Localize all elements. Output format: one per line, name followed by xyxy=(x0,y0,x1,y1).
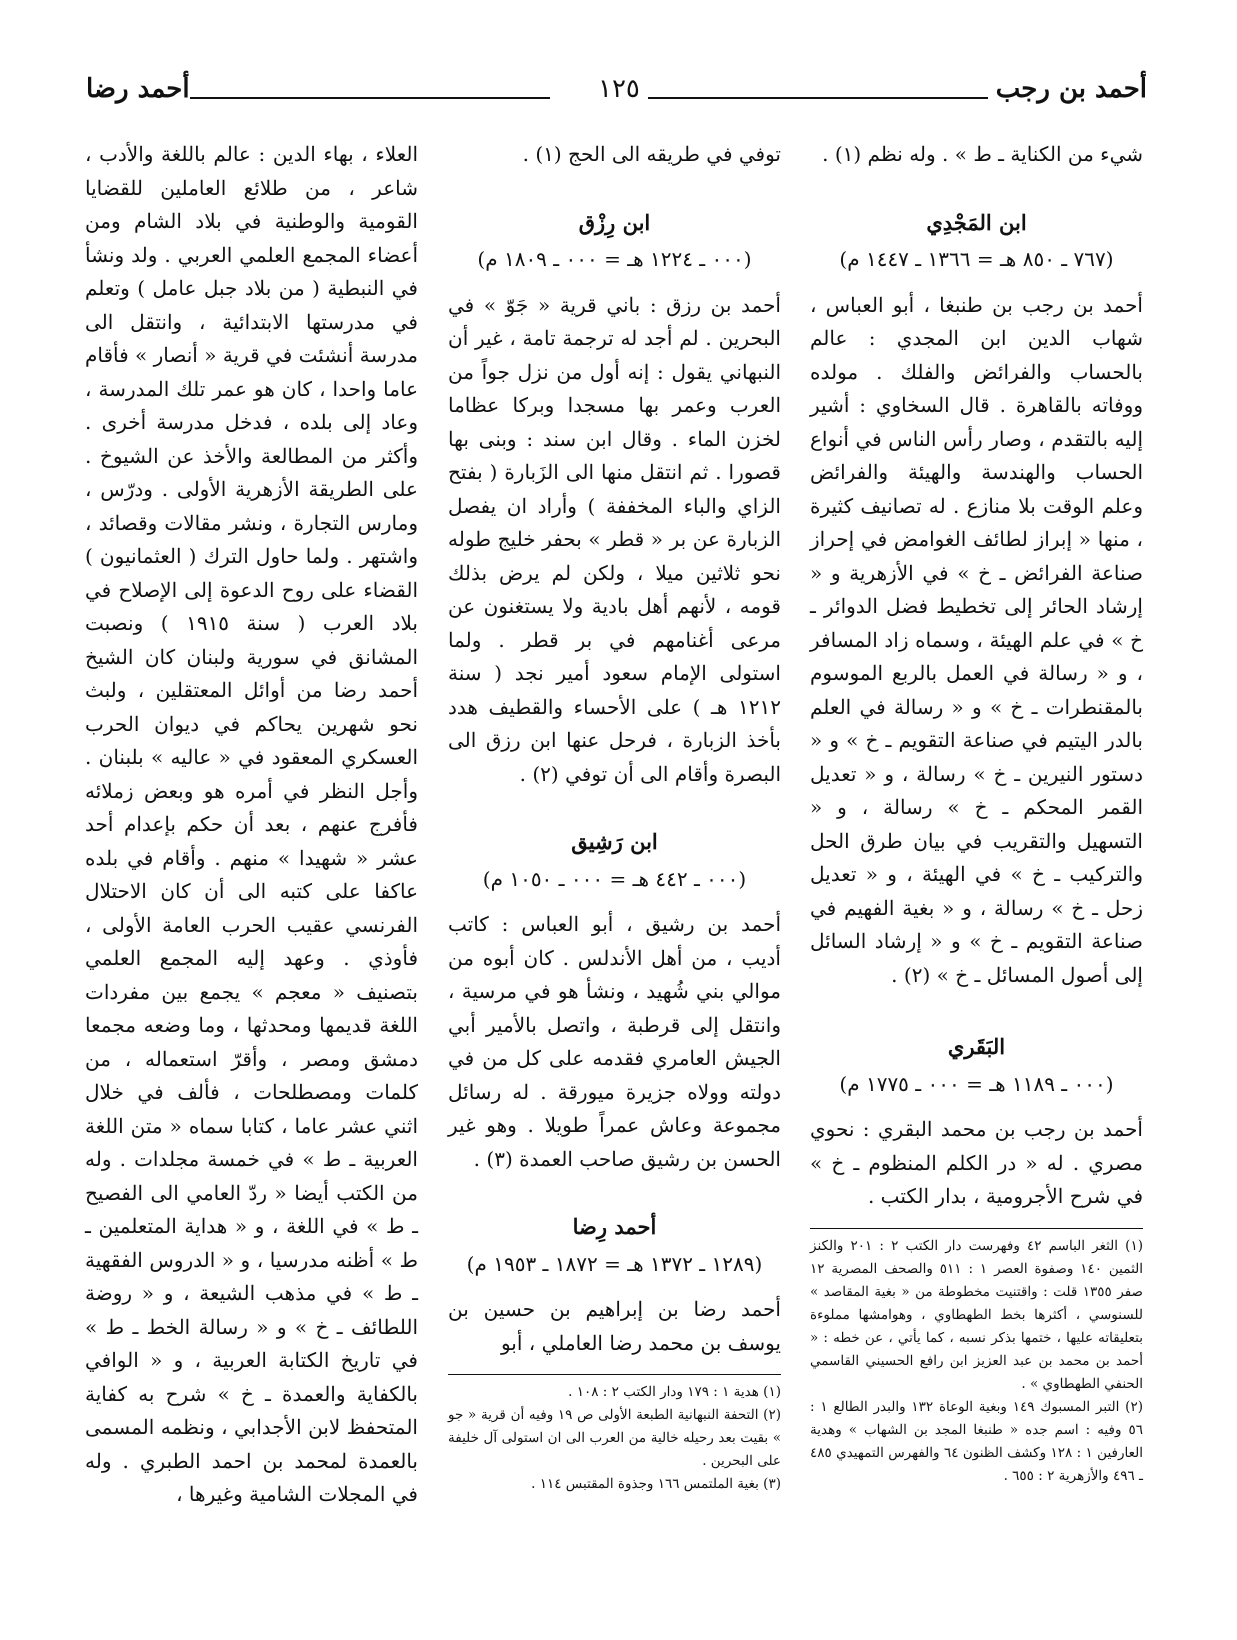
entry-body: أحمد بن رجب بن محمد البقري : نحوي مصري . له « در الكلم المنظوم ـ خ » في شرح الأجرومية ، بدار الكتب . xyxy=(810,1117,1143,1208)
column-center xyxy=(448,138,781,1496)
continuation-text: توفي في طريقه الى الحج (١) . xyxy=(522,142,781,166)
entry-title: ابن رَشِيق xyxy=(571,829,658,854)
entry-title: ابن رِزْق xyxy=(578,209,651,235)
footnote: (٣) بغية الملتمس ١٦٦ وجذوة المقتبس ١١٤ . xyxy=(531,1476,781,1492)
entry-title: ابن المَجْدِي xyxy=(926,209,1027,235)
footnote: (٢) التحفة النبهانية الطبعة الأولى ص ١٩ وفيه أن قرية « جو » بقيت بعد رحيله خالية من العرب الى ان استولى آل خليفة على البحرين . xyxy=(448,1407,781,1469)
page-number: ١٢٥ xyxy=(598,74,640,104)
entry-dates: (٠٠٠ ـ ١١٨٩ هـ = ٠٠٠ ـ ١٧٧٥ م) xyxy=(839,1071,1114,1096)
entry-dates: (٠٠٠ ـ ١٢٢٤ هـ = ٠٠٠ ـ ١٨٠٩ م) xyxy=(477,247,752,271)
entry-title: أحمد رِضا xyxy=(572,1214,657,1239)
footnote: (١) هدية ١ : ١٧٩ ودار الكتب ٢ : ١٠٨ . xyxy=(568,1384,781,1400)
entry-body: أحمد رضا بن إبراهيم بن حسين بن يوسف بن محمد رضا العاملي ، أبو xyxy=(448,1297,781,1355)
entry-dates: (١٢٨٩ ـ ١٣٧٢ هـ = ١٨٧٢ ـ ١٩٥٣ م) xyxy=(466,1251,763,1276)
header-rule-left xyxy=(190,97,550,99)
entry-body: أحمد بن رزق : باني قرية « جَوّ » في البحرين . لم أجد له ترجمة تامة ، غير أن النبهاني يقول : إنه أول من نزل جواً من العرب وعمر بها مسجدا وبركا عظاما لخزن الماء . وقال ابن سند : وبنى بها قصورا . ثم انتقل منها الى الزَبارة ( بفتح الزاي والباء المخففة ) وأراد ان يفصل الزبارة عن بر « قطر » بحفر خليج طوله نحو ثلاثين ميلا ، ولكن لم يرض بذلك قومه ، لأنهم أهل بادية ولا يستغنون عن مرعى أغنامهم في بر قطر . ولما استولى الإمام سعود أمير نجد ( سنة ١٢١٢ هـ ) على الأحساء والقطيف هدد بأخذ الزبارة ، فرحل عنها ابن رزق الى البصرة وأقام الى أن توفي (٢) . xyxy=(448,292,781,786)
column-right xyxy=(810,138,1143,1488)
entry-body: أحمد بن رشيق ، أبو العباس : كاتب أديب ، من أهل الأندلس . كان أبوه من موالي بني شُهيد ، ونشأ هو في مرسية ، وانتقل إلى قرطبة ، واتصل بالأمير أبي الجيش العامري فقدمه على كل من في دولته وولاه جزيرة ميورقة . له رسائل مجموعة وعاش عمراً طويلا . وهو غير الحسن بن رشيق صاحب العمدة (٣) . xyxy=(448,912,781,1171)
entry-body: أحمد بن رجب بن طنبغا ، أبو العباس ، شهاب الدين ابن المجدي : عالم بالحساب والفرائض والفلك . مولده ووفاته بالقاهرة . قال السخاوي : أشير إليه بالتقدم ، وصار رأس الناس في أنواع الحساب والهندسة والهيئة والفرائض وعلم الوقت بلا منازع . له تصانيف كثيرة ، منها « إبراز لطائف الغوامض في إحراز صناعة الفرائض ـ خ » في الأزهرية و « إرشاد الحائر إلى تخطيط فضل الدوائر ـ خ » في علم الهيئة ، وسماه زاد المسافر ، و « رسالة في العمل بالربع الموسوم بالمقنطرات ـ خ » و « رسالة في العلم بالدر اليتيم في صناعة التقويم ـ خ » و « دستور النيرين ـ خ » رسالة ، و « تعديل القمر المحكم ـ خ » رسالة ، و « التسهيل والتقريب في بيان طرق الحل والتركيب ـ خ » في الهيئة ، و « تعديل زحل ـ خ » رسالة ، و « بغية الفهيم في صناعة التقويم ـ خ » و « إرشاد السائل إلى أصول المسائل ـ خ » (٢) . xyxy=(810,292,1143,987)
entry-body-continued: العلاء ، بهاء الدين : عالم باللغة والأدب ، شاعر ، من طلائع العاملين للقضايا القومية والوطنية في بلاد الشام ومن أعضاء المجمع العلمي العربي . ولد ونشأ في النبطية ( من بلاد جبل عامل ) وتعلم في مدرستها الابتدائية ، وانتقل الى مدرسة أنشئت في قرية « أنصار » فأقام عاما واحدا ، كان هو عمر تلك المدرسة ، وعاد إلى بلده ، فدخل مدرسة أخرى . وأكثر من المطالعة والأخذ عن الشيوخ . على الطريقة الأزهرية الأولى . ودرّس ، ومارس التجارة ، ونشر مقالات وقصائد ، واشتهر . ولما حاول الترك ( العثمانيون ) القضاء على روح الدعوة إلى الإصلاح في بلاد العرب ( سنة ١٩١٥ ) ونصبت المشانق في سورية ولبنان كان الشيخ أحمد رضا من أوائل المعتقلين ، ولبث نحو شهرين يحاكم في ديوان الحرب العسكري المعقود في « عاليه » بلبنان . وأجل النظر في أمره هو وبعض زملائه فأفرج عنهم ، بعد أن حكم بإعدام أحد عشر « شهيدا » منهم . وأقام في بلده عاكفا على كتبه الى أن كان الاحتلال الفرنسي عقيب الحرب العامة الأولى ، فأوذي . وعهد إليه المجمع العلمي بتصنيف « معجم » يجمع بين مفردات اللغة قديمها ومحدثها ، وما وضعه مجمعا دمشق ومصر ، وأقرّ استعماله ، من كلمات ومصطلحات ، فألف في خلال اثني عشر عاما ، كتابا سماه « متن اللغة العربية ـ ط » في خمسة مجلدات . وله من الكتب أيضا « ردّ العامي الى الفصيح ـ ط » في اللغة ، و « هداية المتعلمين ـ ط » أظنه مدرسيا ، و « الدروس الفقهية ـ ط » في مذهب الشيعة ، و « روضة اللطائف ـ خ » و « رسالة الخط ـ ط » في تاريخ الكتابة العربية ، و « الوافي بالكفاية والعمدة ـ خ » شرح به كفاية المتحفظ لابن الأجدابي ، ونظمه المسمى بالعمدة لمحمد بن احمد الطبري . وله في المجلات الشامية وغيرها ، xyxy=(85,142,418,1506)
page-header xyxy=(0,62,1237,122)
header-rule-right xyxy=(648,97,988,99)
entry-dates: (٧٦٧ ـ ٨٥٠ هـ = ١٣٦٦ ـ ١٤٤٧ م) xyxy=(839,247,1114,271)
entry-title: البَقَري xyxy=(947,1034,1006,1059)
header-left-title: أحمد رضا xyxy=(86,74,190,104)
footnote: (١) الثغر الباسم ٤٢ وفهرست دار الكتب ٢ : ٢٠١ والكنز الثمين ١٤٠ وصفوة العصر ١ : ٥١١ والصحف المصرية ١٢ صفر ١٣٥٥ قلت : واقتنيت مخطوطة من « بغية المقاصد » للسنوسي ، أكثرها بخط الطهطاوي ، وهوامشها مملوءة بتعليقاته عليها ، ختمها بذكر نسبه ، كما يأتي ، عن خطه : « أحمد بن محمد بن عبد العزيز ابن رافع الحسيني القاسمي الحنفي الطهطاوي » . xyxy=(810,1237,1144,1392)
header-right-title: أحمد بن رجب xyxy=(995,74,1147,104)
footnotes xyxy=(810,1228,1143,1488)
column-left xyxy=(85,138,418,1512)
footnotes xyxy=(448,1374,781,1496)
entry-dates: (٠٠٠ ـ ٤٤٢ هـ = ٠٠٠ ـ ١٠٥٠ م) xyxy=(482,866,747,891)
footnote: (٢) التبر المسبوك ١٤٩ وبغية الوعاة ١٣٢ والبدر الطالع ١ : ٥٦ وفيه : اسم جده « طنبغا المجد بن الشهاب » وهدية العارفين ١ : ١٢٨ وكشف الظنون ٦٤ والفهرس التمهيدي ٤٨٥ ـ ٤٩٦ والأزهرية ٢ : ٦٥٥ . xyxy=(810,1398,1144,1484)
continuation-text: شيء من الكناية ـ ط » . وله نظم (١) . xyxy=(822,142,1143,166)
